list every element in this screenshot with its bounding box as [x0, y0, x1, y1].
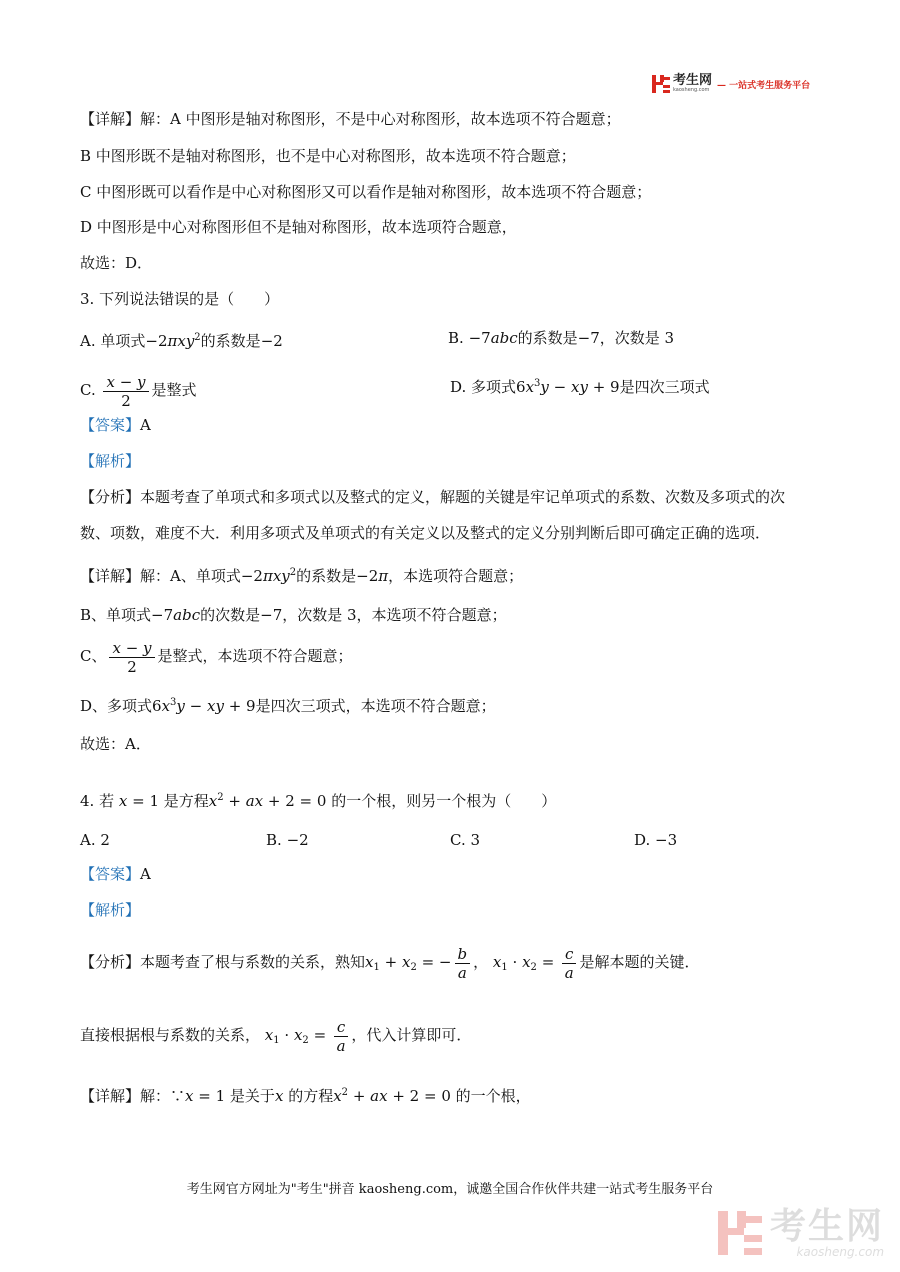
q3-option-b: B. −7abc的系数是−7，次数是 3 — [448, 329, 675, 347]
kaosheng-logo-icon — [652, 75, 670, 93]
q4-analysis: 【分析】本题考查了根与系数的关系，熟知$x_1 + x_2$ = − $\frac{b}{a}$ ， $x_1 \cdot x_2$ = $\frac{c}{a}$ 是解本题的关键． — [80, 944, 700, 982]
kaosheng-watermark-icon — [718, 1211, 762, 1255]
q3-detail-a: 【详解】解：A、单项式−2πxy$^2$的系数是−2π，本选项符合题意； — [80, 567, 524, 585]
q4-detail: 【详解】解：∵x = 1 是关于x 的方程$x^2$ + ax + 2 = 0 的一个根， — [80, 1087, 531, 1105]
q3-detail-c: C、 $\frac{x - y}{2}$ 是整式，本选项不符合题意； — [80, 638, 353, 676]
q2-detail-c: C 中图形既可以看作是中心对称图形又可以看作是轴对称图形，故本选项不符合题意； — [80, 183, 652, 201]
q4-direct: 直接根据根与系数的关系， $x_1 \cdot x_2$ = $\frac{c}{a}$ ，代入计算即可． — [80, 1017, 472, 1055]
q3-analysis-line1: 【分析】本题考查了单项式和多项式以及整式的定义，解题的关键是牢记单项式的系数、次数及多项式的次 — [80, 488, 786, 506]
header-domain: kaosheng.com — [673, 87, 710, 93]
q3-option-a: A. 单项式−2πxy$^2$的系数是−2 — [80, 332, 283, 350]
q3-answer: 【答案】A — [80, 416, 151, 434]
fraction-b-over-a: $\frac{b}{a}$ — [455, 945, 471, 982]
q4-answer: 【答案】A — [80, 865, 151, 883]
q3-detail-d: D、多项式$6x^3y$ − xy + 9是四次三项式，本选项不符合题意； — [80, 697, 496, 715]
q3-analysis-tag: 【解析】 — [80, 452, 141, 470]
q3-stem: 3. 下列说法错误的是（ ） — [80, 290, 280, 308]
watermark-domain: kaosheng.com — [796, 1245, 885, 1259]
q3-option-c: C. $\frac{x - y}{2}$ 是整式 — [80, 372, 197, 410]
q2-detail-d: D 中图形是中心对称图形但不是轴对称图形，故本选项符合题意， — [80, 218, 517, 236]
q3-analysis-line2: 数、项数，难度不大．利用多项式及单项式的有关定义以及整式的定义分别判断后即可确定正确的选项． — [80, 524, 771, 542]
watermark — [718, 1208, 884, 1258]
q2-detail-b: B 中图形既不是轴对称图形，也不是中心对称图形，故本选项不符合题意； — [80, 147, 576, 165]
q4-option-c: C. 3 — [450, 831, 481, 849]
q4-analysis-tag: 【解析】 — [80, 901, 141, 919]
footer-text: 考生网官方网址为"考生"拼音 kaosheng.com，诚邀全国合作伙伴共建一站式考生服务平台 — [186, 1182, 714, 1197]
q2-detail-a: 【详解】解：A 中图形是轴对称图形，不是中心对称图形，故本选项不符合题意； — [80, 110, 621, 128]
fraction-c-over-a: $\frac{c}{a}$ — [562, 945, 576, 982]
watermark-brand: 考生网 — [770, 1206, 885, 1247]
q2-choose: 故选：D． — [80, 254, 153, 272]
header-slogan: — 一站式考生服务平台 — [717, 80, 811, 91]
header-brand: 考生网 — [673, 73, 713, 88]
q4-option-b: B. −2 — [266, 831, 309, 849]
q3-option-d: D. 多项式$6x^3y$ − xy + 9是四次三项式 — [450, 378, 710, 396]
header-logo — [652, 73, 810, 95]
q4-option-a: A. 2 — [80, 831, 110, 849]
q4-stem: 4. 若 x = 1 是方程$x^2$ + ax + 2 = 0 的一个根，则另一个根为（ ） — [80, 792, 557, 810]
fraction-c-over-a: $\frac{c}{a}$ — [334, 1018, 348, 1055]
q4-option-d: D. −3 — [634, 831, 678, 849]
fraction-x-minus-y-over-2: $\frac{x - y}{2}$ — [109, 639, 154, 676]
q3-choose: 故选：A． — [80, 735, 151, 753]
q3-detail-b: B、单项式−7abc的次数是−7，次数是 3，本选项不符合题意； — [80, 606, 507, 624]
fraction-x-minus-y-over-2: $\frac{x - y}{2}$ — [103, 373, 148, 410]
